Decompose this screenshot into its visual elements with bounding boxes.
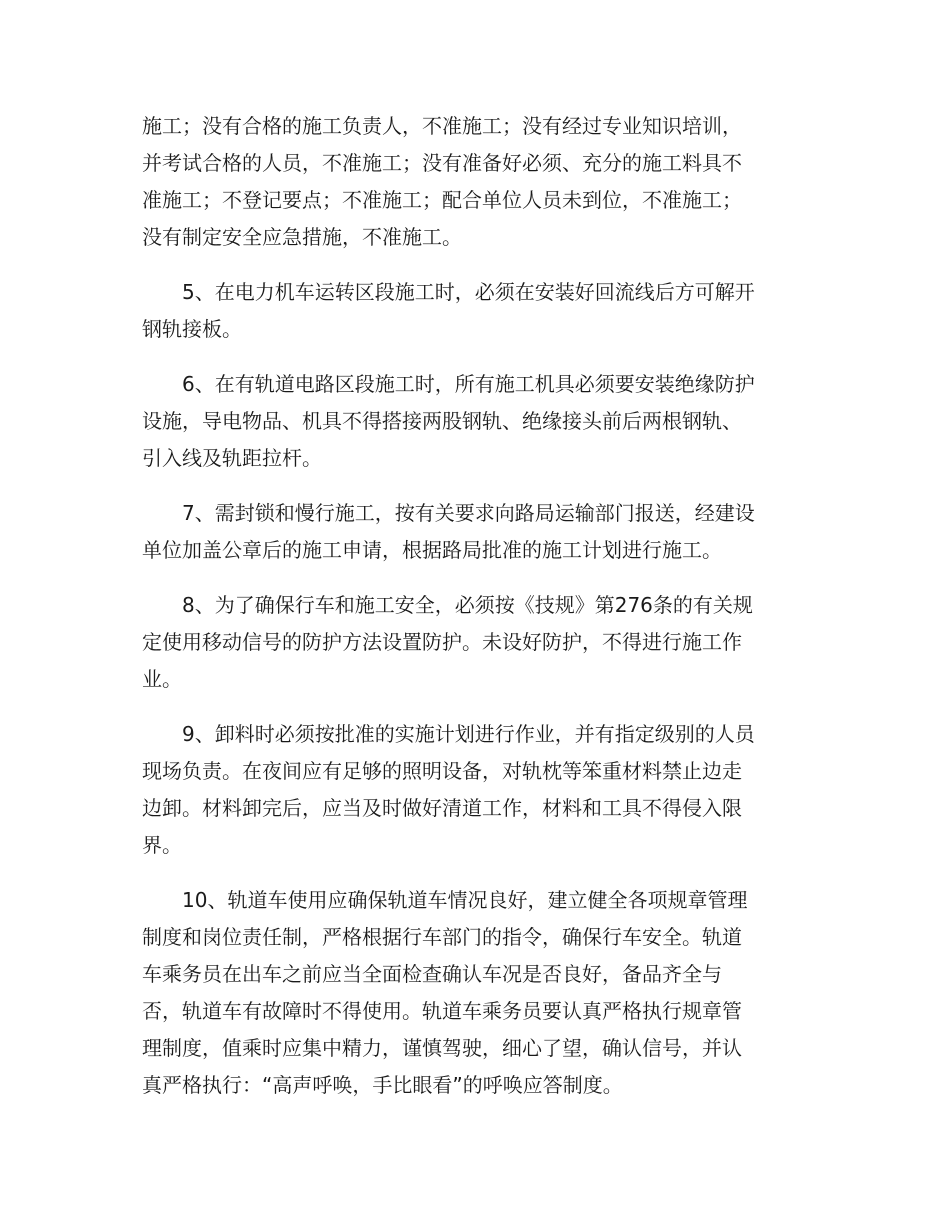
text-line: 否，轨道车有故障时不得使用。轨道车乘务员要认真严格执行规章管 xyxy=(142,999,742,1023)
text-line: 理制度，值乘时应集中精力，谨慎驾驶，细心了望，确认信号，并认 xyxy=(142,1036,742,1060)
text-line: 钢轨接板。 xyxy=(142,317,242,341)
text-line: 制度和岗位责任制，严格根据行车部门的指令，确保行车安全。轨道 xyxy=(142,925,742,949)
paragraph-item-7 xyxy=(142,495,810,569)
text-line: 准施工；不登记要点；不准施工；配合单位人员未到位，不准施工； xyxy=(142,188,742,212)
text-line: 没有制定安全应急措施，不准施工。 xyxy=(142,225,462,249)
paragraph-item-10 xyxy=(142,882,810,1104)
text-line: 界。 xyxy=(142,833,182,857)
text-line: 单位加盖公章后的施工申请，根据路局批准的施工计划进行施工。 xyxy=(142,538,722,562)
text-line: 业。 xyxy=(142,667,182,691)
paragraph-item-9 xyxy=(142,716,810,864)
text-line: 真严格执行：“高声呼唤，手比眼看”的呼唤应答制度。 xyxy=(142,1073,623,1097)
paragraph-item-5 xyxy=(142,274,810,348)
document-body xyxy=(142,108,810,1122)
paragraph-item-6 xyxy=(142,366,810,477)
text-line: 车乘务员在出车之前应当全面检查确认车况是否良好，备品齐全与 xyxy=(142,962,722,986)
text-line: 10、轨道车使用应确保轨道车情况良好，建立健全各项规章管理 xyxy=(182,888,748,912)
text-line: 8、为了确保行车和施工安全，必须按《技规》第276条的有关规 xyxy=(182,593,753,617)
text-line: 7、需封锁和慢行施工，按有关要求向路局运输部门报送，经建设 xyxy=(182,501,755,525)
text-line: 9、卸料时必须按批准的实施计划进行作业，并有指定级别的人员 xyxy=(182,722,755,746)
paragraph-item-8 xyxy=(142,587,810,698)
text-line: 并考试合格的人员，不准施工；没有准备好必须、充分的施工料具不 xyxy=(142,151,742,175)
text-line: 施工；没有合格的施工负责人，不准施工；没有经过专业知识培训， xyxy=(142,114,742,138)
text-line: 设施，导电物品、机具不得搭接两股钢轨、绝缘接头前后两根钢轨、 xyxy=(142,409,742,433)
text-line: 现场负责。在夜间应有足够的照明设备，对轨枕等笨重材料禁止边走 xyxy=(142,759,742,783)
paragraph-continuation xyxy=(142,108,810,256)
text-line: 6、在有轨道电路区段施工时，所有施工机具必须要安装绝缘防护 xyxy=(182,372,755,396)
text-line: 边卸。材料卸完后，应当及时做好清道工作，材料和工具不得侵入限 xyxy=(142,796,742,820)
text-line: 定使用移动信号的防护方法设置防护。未设好防护，不得进行施工作 xyxy=(142,630,742,654)
text-line: 引入线及轨距拉杆。 xyxy=(142,446,322,470)
text-line: 5、在电力机车运转区段施工时，必须在安装好回流线后方可解开 xyxy=(182,280,755,304)
